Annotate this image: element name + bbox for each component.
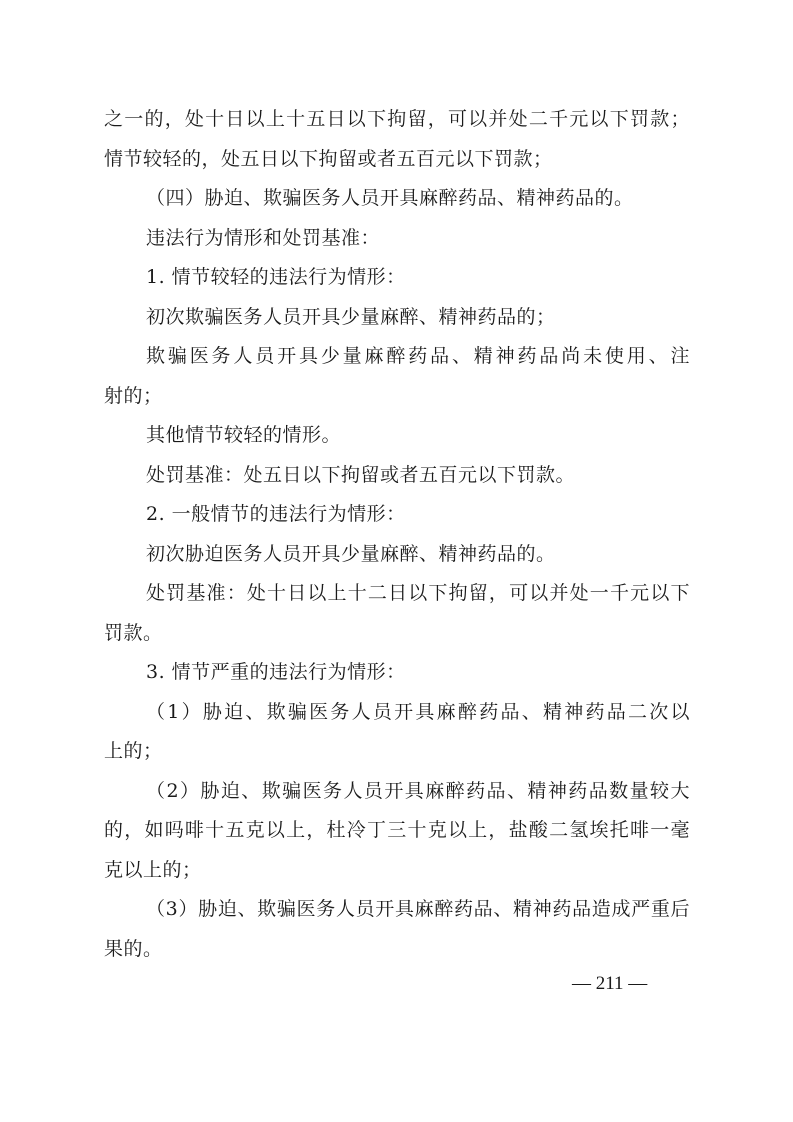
text-line: 初次胁迫医务人员开具少量麻醉、精神药品的。 [146, 543, 556, 565]
text-line: 处罚基准：处五日以下拘留或者五百元以下罚款。 [146, 464, 576, 486]
text-line: 3. 情节严重的违法行为情形： [146, 661, 406, 683]
text-line: 果的。 [104, 938, 163, 960]
text-line: 之一的，处十日以上十五日以下拘留，可以并处二千元以下罚款； [104, 108, 690, 130]
page-number: — 211 — [572, 973, 648, 994]
text-line: （1）胁迫、欺骗医务人员开具麻醉药品、精神药品二次以 [146, 701, 690, 723]
text-line: 2. 一般情节的违法行为情形： [146, 503, 406, 525]
text-line: （2）胁迫、欺骗医务人员开具麻醉药品、精神药品数量较大 [146, 780, 690, 802]
text-line: 上的； [104, 740, 163, 762]
text-line: 的，如吗啡十五克以上，杜冷丁三十克以上，盐酸二氢埃托啡一毫 [104, 819, 690, 841]
text-line: 违法行为情形和处罚基准： [146, 227, 381, 249]
text-line: （3）胁迫、欺骗医务人员开具麻醉药品、精神药品造成严重后 [146, 898, 690, 920]
text-line: 初次欺骗医务人员开具少量麻醉、精神药品的； [146, 306, 556, 328]
text-line: 射的； [104, 385, 163, 407]
text-line: 1. 情节较轻的违法行为情形： [146, 266, 406, 288]
text-line: 罚款。 [104, 622, 163, 644]
text-line: 克以上的； [104, 859, 202, 881]
text-line: 欺骗医务人员开具少量麻醉药品、精神药品尚未使用、注 [146, 345, 690, 367]
text-line: 其他情节较轻的情形。 [146, 424, 342, 446]
text-line: 情节较轻的，处五日以下拘留或者五百元以下罚款； [104, 148, 553, 170]
text-line: 处罚基准：处十日以上十二日以下拘留，可以并处一千元以下 [146, 582, 690, 604]
text-line: （四）胁迫、欺骗医务人员开具麻醉药品、精神药品的。 [146, 187, 634, 209]
